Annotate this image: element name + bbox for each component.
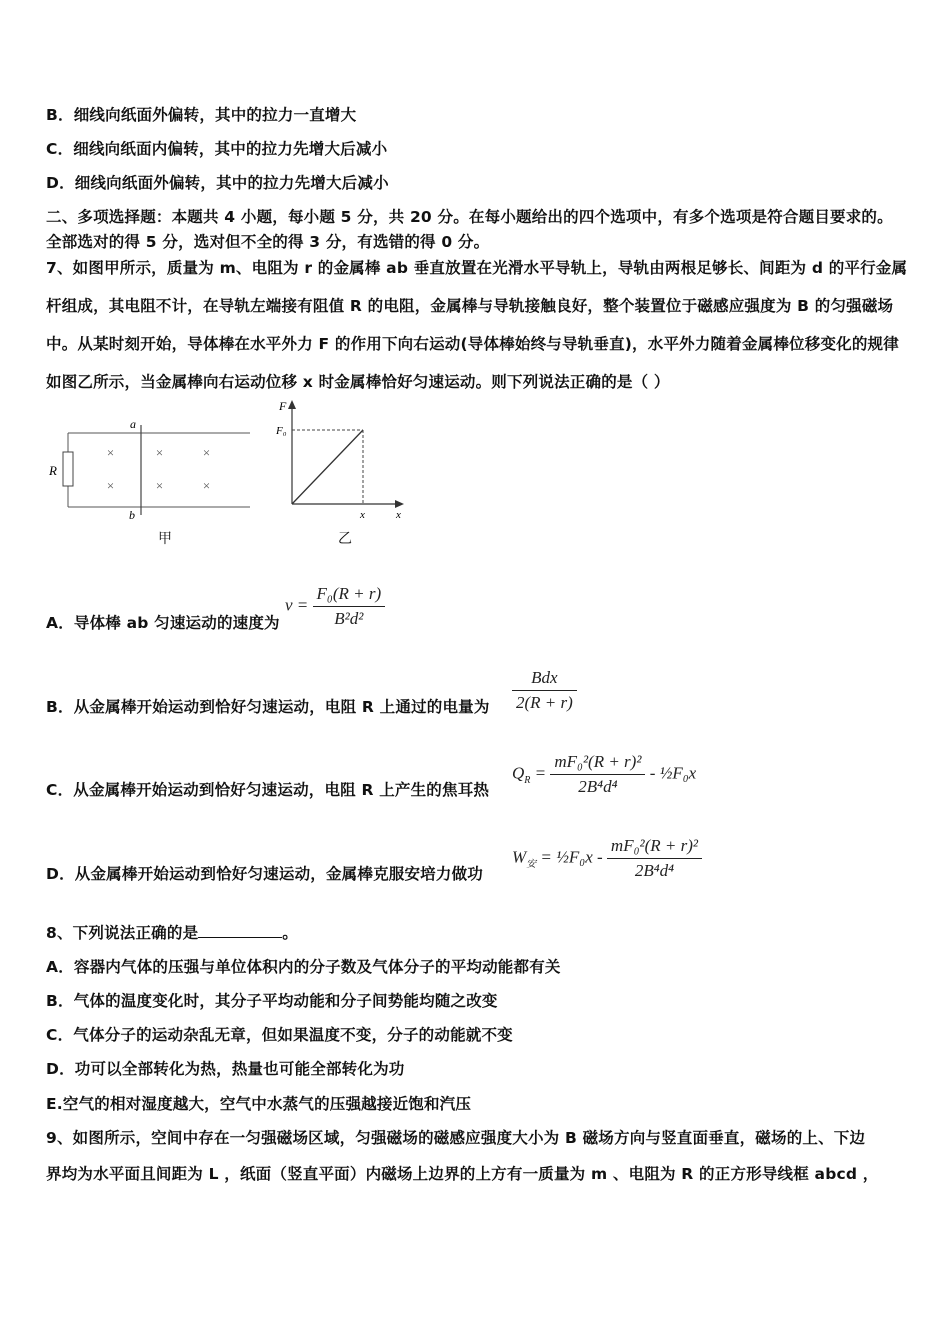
label-r: R — [49, 463, 57, 478]
q8-option-e: E.空气的相对湿度越大，空气中水蒸气的压强越接近饱和汽压 — [46, 1095, 472, 1113]
q7-option-c: C．从金属棒开始运动到恰好匀速运动，电阻 R 上产生的焦耳热 — [46, 781, 490, 799]
section2-line2: 全部选对的得 5 分，选对但不全的得 3 分，有选错的得 0 分。 — [46, 233, 490, 251]
q6-option-b: B．细线向纸面外偏转，其中的拉力一直增大 — [46, 106, 357, 124]
force-line — [292, 430, 363, 504]
answer-blank — [198, 923, 282, 938]
figure-yi — [276, 396, 408, 526]
q7-stem: 7、如图甲所示，质量为 m、电阻为 r 的金属棒 ab 垂直放置在光滑水平导轨上，导轨由两根足够长、间距为 d 的平行金属杆组成，其电阻不计，在导轨左端接有阻值 R 的电阻，金属棒与导轨接触良好，整个装置位于磁感应强度为 B 的匀强磁场中。从某时刻开始，导体棒在水平外力 F 的作用下向右运动(导体棒始终与导轨垂直)，水平外力随着金属棒位移变化的规律如图乙所示，当金属棒向右运动位移 x 时金属棒恰好匀速运动。则下列说法正确的是（ ） — [46, 259, 908, 391]
q8-option-a: A．容器内气体的压强与单位体积内的分子数及气体分子的平均动能都有关 — [46, 958, 561, 976]
q7-option-b: B．从金属棒开始运动到恰好匀速运动，电阻 R 上通过的电量为 — [46, 698, 490, 716]
q8-option-c: C．气体分子的运动杂乱无章，但如果温度不变，分子的动能就不变 — [46, 1026, 513, 1044]
formula-b: $\frac{\text{Bdx}}{2(R + r)}$ — [512, 668, 577, 713]
formula-c: $Q_R$ = $\frac{\text{mF₀²(R + r)²}}{\text{2B⁴d⁴}}$ - ½F₀x — [512, 752, 697, 796]
q9-line2: 界均为水平面且间距为 L ，纸面（竖直平面）内磁场上边界的上方有一质量为 m 、电阻为 R 的正方形导线框 abcd ， — [46, 1165, 879, 1183]
resistor-r — [63, 452, 73, 486]
axis-label-f: F — [279, 399, 287, 413]
figure-jia — [44, 412, 254, 544]
q7-option-a: A．导体棒 ab 匀速运动的速度为 — [46, 614, 280, 632]
field-cross: × — [106, 478, 115, 493]
q6-option-c: C．细线向纸面内偏转，其中的拉力先增大后减小 — [46, 140, 388, 158]
field-cross: × — [155, 445, 164, 460]
caption-jia: 甲 — [158, 531, 172, 547]
axis-label-x: x — [396, 509, 401, 521]
formula-a: v = $\frac{\text{F₀(R + r)}}{\text{B²d²}}$ — [285, 584, 385, 629]
q6-option-d: D．细线向纸面外偏转，其中的拉力先增大后减小 — [46, 174, 389, 192]
q7-option-d: D．从金属棒开始运动到恰好匀速运动，金属棒克服安培力做功 — [46, 865, 483, 883]
caption-yi: 乙 — [338, 531, 352, 547]
q8-stem: 8、下列说法正确的是 。 — [46, 924, 298, 942]
label-f0: F₀ — [276, 425, 287, 437]
field-cross: × — [155, 478, 164, 493]
q9-line1: 9、如图所示，空间中存在一匀强磁场区域，匀强磁场的磁感应强度大小为 B 磁场方向与竖直面垂直，磁场的上、下边 — [46, 1129, 866, 1147]
field-cross: × — [106, 445, 115, 460]
q8-option-d: D．功可以全部转化为热，热量也可能全部转化为功 — [46, 1060, 405, 1078]
label-x: x — [360, 509, 365, 521]
label-a: a — [130, 417, 136, 431]
field-cross: × — [202, 445, 211, 460]
q8-option-b: B．气体的温度变化时，其分子平均动能和分子间势能均随之改变 — [46, 992, 498, 1010]
section2-line1: 二、多项选择题：本题共 4 小题，每小题 5 分，共 20 分。在每小题给出的四个选项中，有多个选项是符合题目要求的。 — [46, 208, 893, 226]
field-cross: × — [202, 478, 211, 493]
formula-d: $W_安$ = ½F₀x - $\frac{\text{mF₀²(R + r)²}}{\text{2B⁴d⁴}}$ — [512, 836, 702, 881]
label-b: b — [129, 508, 135, 522]
